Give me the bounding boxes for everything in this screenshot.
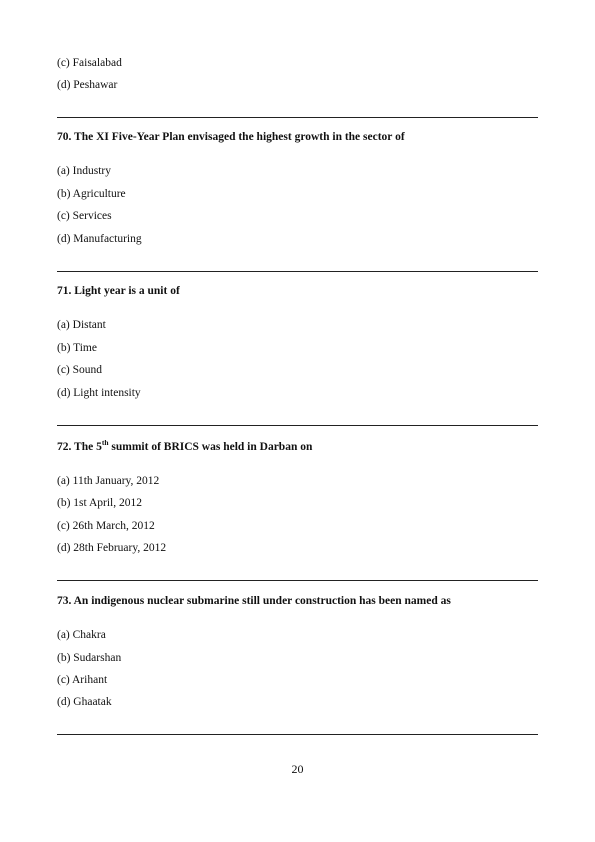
question-71 xyxy=(57,284,180,298)
question-text: Light year is a unit of xyxy=(74,285,180,297)
question-number: 71. xyxy=(57,285,72,297)
option-a: (a) Distant xyxy=(57,319,106,331)
question-70 xyxy=(57,130,405,144)
option-c: (c) Arihant xyxy=(57,674,108,686)
option-d: (d) Light intensity xyxy=(57,387,141,399)
option-d: (d) Manufacturing xyxy=(57,233,142,245)
option-b: (b) Sudarshan xyxy=(57,652,122,664)
option-a: (a) Industry xyxy=(57,165,111,177)
question-text: An indigenous nuclear submarine still under construction has been named as xyxy=(73,595,451,607)
option-c-prev: (c) Faisalabad xyxy=(57,57,122,69)
option-b: (b) Agriculture xyxy=(57,188,126,200)
question-number: 72. xyxy=(57,441,72,453)
option-d: (d) 28th February, 2012 xyxy=(57,542,167,554)
page-number: 20 xyxy=(291,762,304,776)
option-a: (a) 11th January, 2012 xyxy=(57,475,160,487)
option-d: (d) Ghaatak xyxy=(57,696,112,708)
option-d-prev: (d) Peshawar xyxy=(57,79,118,91)
divider xyxy=(57,734,538,735)
question-number: 70. xyxy=(57,131,72,143)
option-a: (a) Chakra xyxy=(57,629,106,641)
question-72 xyxy=(57,440,312,454)
divider xyxy=(57,271,538,272)
option-c: (c) 26th March, 2012 xyxy=(57,520,155,532)
question-number: 73. xyxy=(57,595,72,607)
question-73 xyxy=(57,594,451,608)
divider xyxy=(57,117,538,118)
question-text: The XI Five-Year Plan envisaged the highest growth in the sector of xyxy=(74,131,405,143)
divider xyxy=(57,580,538,581)
question-text-before: The 5 xyxy=(74,441,102,453)
option-b: (b) 1st April, 2012 xyxy=(57,497,142,509)
question-text-superscript: th xyxy=(101,438,109,448)
option-c: (c) Services xyxy=(57,210,112,222)
divider xyxy=(57,425,538,426)
option-c: (c) Sound xyxy=(57,364,103,376)
option-b: (b) Time xyxy=(57,342,97,354)
question-text-after: summit of BRICS was held in Darban on xyxy=(108,441,313,453)
